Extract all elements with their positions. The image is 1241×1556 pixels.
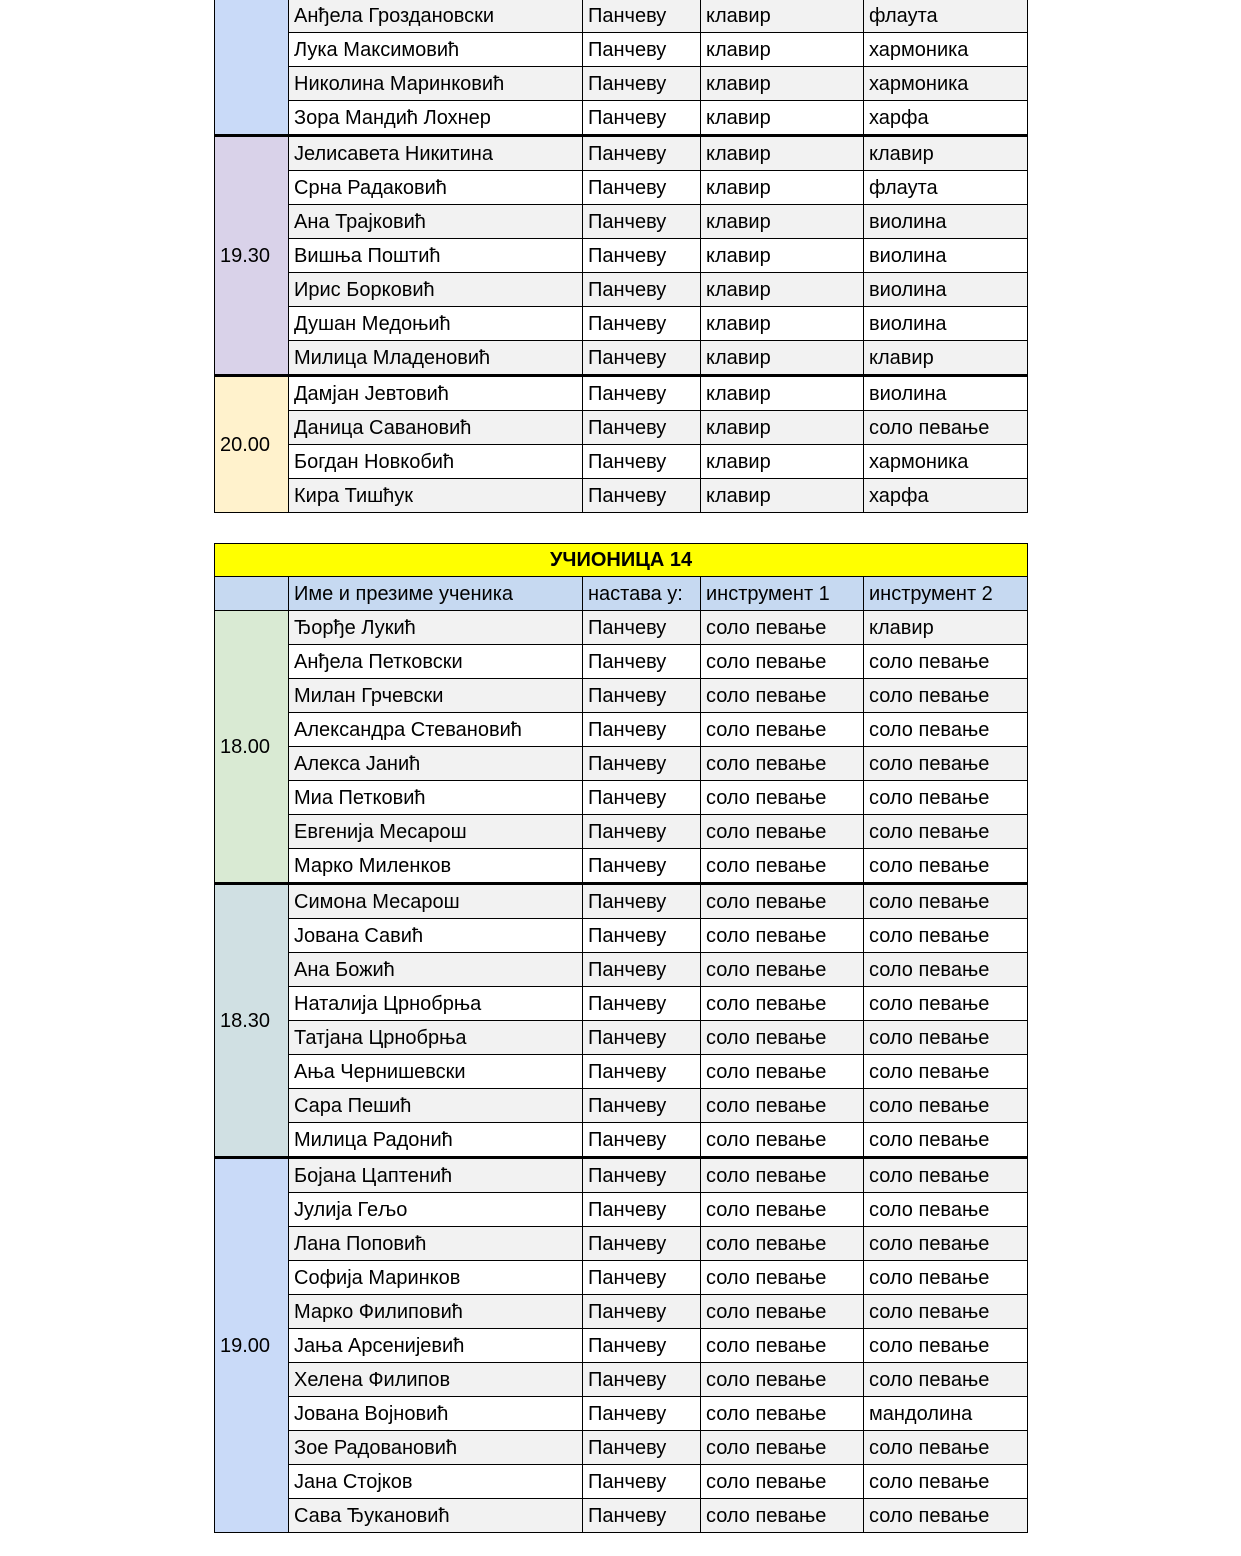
table-row [215,849,1028,884]
location-cell: Панчеву [583,1055,701,1089]
student-name-cell: Лука Максимовић [289,33,583,67]
instrument-1-cell: соло певање [701,747,864,781]
table-row [215,1158,1028,1193]
instrument-2-cell: виолина [864,273,1028,307]
instrument-1-cell: клавир [701,136,864,171]
time-slot: 19.00 [215,1158,289,1533]
instrument-1-cell: соло певање [701,1431,864,1465]
header-student-name: Име и презиме ученика [289,577,583,611]
table-row [215,987,1028,1021]
instrument-2-cell: соло певање [864,1021,1028,1055]
instrument-2-cell: соло певање [864,1055,1028,1089]
table-row [215,1329,1028,1363]
student-name-cell: Милица Младеновић [289,341,583,376]
student-name-cell: Марко Миленков [289,849,583,884]
location-cell: Панчеву [583,171,701,205]
instrument-2-cell: флаута [864,171,1028,205]
table-row [215,1465,1028,1499]
location-cell: Панчеву [583,1397,701,1431]
student-name-cell: Сава Ђукановић [289,1499,583,1533]
location-cell: Панчеву [583,611,701,645]
student-name-cell: Анђела Петковски [289,645,583,679]
location-cell: Панчеву [583,101,701,136]
instrument-1-cell: соло певање [701,919,864,953]
instrument-1-cell: клавир [701,376,864,411]
location-cell: Панчеву [583,1123,701,1158]
location-cell: Панчеву [583,713,701,747]
instrument-1-cell: соло певање [701,1055,864,1089]
table-row [215,1363,1028,1397]
table-row [215,1021,1028,1055]
instrument-2-cell: харфа [864,101,1028,136]
location-cell: Панчеву [583,919,701,953]
location-cell: Панчеву [583,884,701,919]
table-row [215,445,1028,479]
instrument-2-cell: соло певање [864,849,1028,884]
student-name-cell: Хелена Филипов [289,1363,583,1397]
instrument-1-cell: соло певање [701,815,864,849]
location-cell: Панчеву [583,376,701,411]
location-cell: Панчеву [583,1363,701,1397]
instrument-2-cell: соло певање [864,1499,1028,1533]
location-cell: Панчеву [583,341,701,376]
student-name-cell: Лана Поповић [289,1227,583,1261]
location-cell: Панчеву [583,307,701,341]
table-row [215,273,1028,307]
instrument-1-cell: клавир [701,33,864,67]
table-row [215,815,1028,849]
instrument-2-cell: флаута [864,0,1028,33]
instrument-2-cell: мандолина [864,1397,1028,1431]
location-cell: Панчеву [583,411,701,445]
table-row [215,307,1028,341]
instrument-2-cell: клавир [864,136,1028,171]
student-name-cell: Милан Грчевски [289,679,583,713]
student-name-cell: Душан Медоњић [289,307,583,341]
instrument-2-cell: соло певање [864,1329,1028,1363]
instrument-1-cell: соло певање [701,781,864,815]
location-cell: Панчеву [583,645,701,679]
location-cell: Панчеву [583,239,701,273]
table-row [215,953,1028,987]
instrument-1-cell: соло певање [701,1499,864,1533]
student-name-cell: Ања Чернишевски [289,1055,583,1089]
instrument-1-cell: соло певање [701,1363,864,1397]
table-row [215,136,1028,171]
table-row [215,33,1028,67]
student-name-cell: Ана Трајковић [289,205,583,239]
classroom-title-row [215,544,1028,577]
instrument-2-cell: соло певање [864,919,1028,953]
instrument-2-cell: хармоника [864,33,1028,67]
instrument-2-cell: хармоника [864,67,1028,101]
instrument-2-cell: соло певање [864,645,1028,679]
table-row [215,611,1028,645]
header-instrument-1: инструмент 1 [701,577,864,611]
student-name-cell: Алекса Јанић [289,747,583,781]
instrument-2-cell: соло певање [864,411,1028,445]
table-row [215,919,1028,953]
table-row [215,713,1028,747]
table-row [215,67,1028,101]
classroom-title: УЧИОНИЦА 14 [215,544,1028,577]
location-cell: Панчеву [583,1021,701,1055]
instrument-1-cell: соло певање [701,611,864,645]
instrument-2-cell: соло певање [864,884,1028,919]
instrument-2-cell: соло певање [864,1261,1028,1295]
table-row [215,1261,1028,1295]
instrument-1-cell: соло певање [701,1329,864,1363]
table-row [215,479,1028,513]
time-slot: 18.00 [215,611,289,884]
instrument-1-cell: соло певање [701,1295,864,1329]
table-row [215,679,1028,713]
table-row [215,1055,1028,1089]
student-name-cell: Софија Маринков [289,1261,583,1295]
instrument-2-cell: соло певање [864,1363,1028,1397]
instrument-2-cell: соло певање [864,747,1028,781]
table-row [215,101,1028,136]
location-cell: Панчеву [583,1431,701,1465]
student-name-cell: Јована Војновић [289,1397,583,1431]
student-name-cell: Кира Тишћук [289,479,583,513]
location-cell: Панчеву [583,1499,701,1533]
instrument-1-cell: клавир [701,239,864,273]
instrument-1-cell: соло певање [701,987,864,1021]
time-slot: 20.00 [215,376,289,513]
instrument-1-cell: соло певање [701,645,864,679]
table-row [215,1431,1028,1465]
student-name-cell: Ђорђе Лукић [289,611,583,645]
instrument-2-cell: соло певање [864,679,1028,713]
time-slot [215,0,289,136]
table-row [215,171,1028,205]
student-name-cell: Јана Стојков [289,1465,583,1499]
student-name-cell: Александра Стевановић [289,713,583,747]
location-cell: Панчеву [583,205,701,239]
schedule-table-continued [214,0,1028,513]
location-cell: Панчеву [583,849,701,884]
instrument-2-cell: соло певање [864,953,1028,987]
location-cell: Панчеву [583,747,701,781]
location-cell: Панчеву [583,1465,701,1499]
student-name-cell: Милица Радонић [289,1123,583,1158]
student-name-cell: Даница Савановић [289,411,583,445]
instrument-2-cell: соло певање [864,1431,1028,1465]
table-row [215,1193,1028,1227]
instrument-1-cell: соло певање [701,1227,864,1261]
student-name-cell: Миа Петковић [289,781,583,815]
student-name-cell: Дамјан Јевтовић [289,376,583,411]
table-row [215,1227,1028,1261]
student-name-cell: Бојана Цаптенић [289,1158,583,1193]
instrument-1-cell: клавир [701,411,864,445]
location-cell: Панчеву [583,1329,701,1363]
instrument-2-cell: клавир [864,611,1028,645]
instrument-2-cell: соло певање [864,713,1028,747]
classroom-14-table [214,543,1028,1533]
instrument-2-cell: соло певање [864,1295,1028,1329]
table-row [215,1089,1028,1123]
instrument-1-cell: клавир [701,0,864,33]
instrument-1-cell: соло певање [701,1158,864,1193]
header-instrument-2: инструмент 2 [864,577,1028,611]
table-row [215,884,1028,919]
instrument-2-cell: виолина [864,205,1028,239]
student-name-cell: Вишња Поштић [289,239,583,273]
instrument-1-cell: соло певање [701,884,864,919]
instrument-1-cell: клавир [701,445,864,479]
instrument-1-cell: клавир [701,171,864,205]
instrument-2-cell: соло певање [864,1089,1028,1123]
student-name-cell: Јелисавета Никитина [289,136,583,171]
instrument-1-cell: клавир [701,479,864,513]
location-cell: Панчеву [583,445,701,479]
student-name-cell: Татјана Црнобрња [289,1021,583,1055]
instrument-2-cell: соло певање [864,1465,1028,1499]
location-cell: Панчеву [583,1193,701,1227]
student-name-cell: Марко Филиповић [289,1295,583,1329]
instrument-1-cell: соло певање [701,713,864,747]
student-name-cell: Ана Божић [289,953,583,987]
instrument-1-cell: клавир [701,341,864,376]
location-cell: Панчеву [583,987,701,1021]
student-name-cell: Николина Маринковић [289,67,583,101]
instrument-1-cell: соло певање [701,1021,864,1055]
table-row [215,205,1028,239]
instrument-2-cell: соло певање [864,781,1028,815]
table-row [215,1397,1028,1431]
instrument-1-cell: клавир [701,101,864,136]
student-name-cell: Зора Мандић Лохнер [289,101,583,136]
instrument-2-cell: клавир [864,341,1028,376]
header-location: настава у: [583,577,701,611]
location-cell: Панчеву [583,1158,701,1193]
instrument-2-cell: соло певање [864,1227,1028,1261]
student-name-cell: Јања Арсенијевић [289,1329,583,1363]
table-row [215,239,1028,273]
instrument-1-cell: соло певање [701,1089,864,1123]
column-header-row [215,577,1028,611]
table-row [215,781,1028,815]
instrument-1-cell: соло певање [701,679,864,713]
table-row [215,376,1028,411]
student-name-cell: Наталија Црнобрња [289,987,583,1021]
location-cell: Панчеву [583,1227,701,1261]
instrument-2-cell: виолина [864,376,1028,411]
table-row [215,1295,1028,1329]
student-name-cell: Богдан Новкобић [289,445,583,479]
location-cell: Панчеву [583,781,701,815]
table-row [215,1123,1028,1158]
instrument-2-cell: соло певање [864,1123,1028,1158]
location-cell: Панчеву [583,273,701,307]
schedule-table-body [215,611,1028,1533]
instrument-2-cell: хармоника [864,445,1028,479]
location-cell: Панчеву [583,479,701,513]
instrument-1-cell: соло певање [701,1397,864,1431]
student-name-cell: Евгенија Месарош [289,815,583,849]
student-name-cell: Сара Пешић [289,1089,583,1123]
location-cell: Панчеву [583,815,701,849]
table-row [215,411,1028,445]
table-row [215,0,1028,33]
student-name-cell: Анђела Гроздановски [289,0,583,33]
time-slot: 19.30 [215,136,289,376]
location-cell: Панчеву [583,1089,701,1123]
location-cell: Панчеву [583,679,701,713]
location-cell: Панчеву [583,33,701,67]
header-time [215,577,289,611]
student-name-cell: Срна Радаковић [289,171,583,205]
student-name-cell: Јулија Гељо [289,1193,583,1227]
instrument-1-cell: соло певање [701,1261,864,1295]
instrument-2-cell: соло певање [864,815,1028,849]
instrument-1-cell: соло певање [701,1193,864,1227]
table-row [215,341,1028,376]
instrument-1-cell: соло певање [701,1123,864,1158]
table-row [215,645,1028,679]
location-cell: Панчеву [583,1295,701,1329]
instrument-1-cell: клавир [701,67,864,101]
instrument-2-cell: соло певање [864,1193,1028,1227]
student-name-cell: Симона Месарош [289,884,583,919]
instrument-2-cell: соло певање [864,987,1028,1021]
table-row [215,1499,1028,1533]
student-name-cell: Ирис Борковић [289,273,583,307]
student-name-cell: Зое Радовановић [289,1431,583,1465]
instrument-1-cell: соло певање [701,1465,864,1499]
time-slot: 18.30 [215,884,289,1158]
instrument-1-cell: клавир [701,205,864,239]
instrument-1-cell: соло певање [701,849,864,884]
location-cell: Панчеву [583,953,701,987]
instrument-1-cell: клавир [701,307,864,341]
location-cell: Панчеву [583,67,701,101]
table-row [215,747,1028,781]
location-cell: Панчеву [583,136,701,171]
instrument-1-cell: соло певање [701,953,864,987]
instrument-2-cell: виолина [864,307,1028,341]
student-name-cell: Јована Савић [289,919,583,953]
instrument-2-cell: соло певање [864,1158,1028,1193]
instrument-2-cell: харфа [864,479,1028,513]
schedule-table-body [215,0,1028,513]
instrument-2-cell: виолина [864,239,1028,273]
location-cell: Панчеву [583,0,701,33]
location-cell: Панчеву [583,1261,701,1295]
instrument-1-cell: клавир [701,273,864,307]
